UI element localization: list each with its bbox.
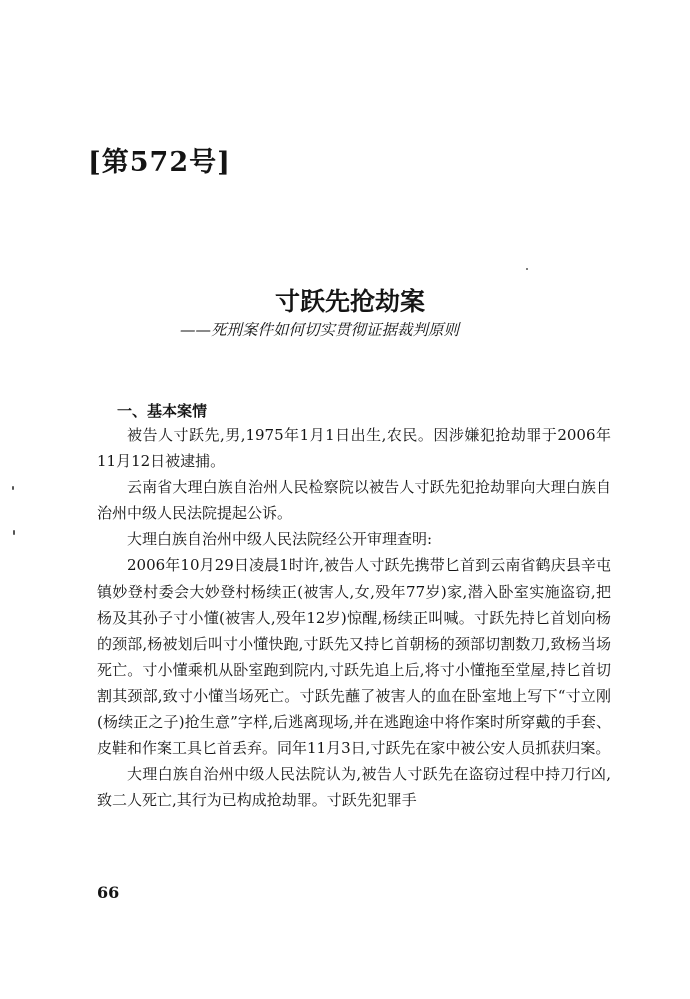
- scan-speck: [12, 486, 14, 490]
- paragraph: 2006年10月29日凌晨1时许,被告人寸跃先携带匕首到云南省鹤庆县辛屯镇妙登村委会大妙登村杨续正(被害人,女,殁年77岁)家,潜入卧室实施盗窃,把杨及其孙子寸小懂(被害人,殁年12岁)惊醒,杨续正叫喊。寸跃先持匕首划向杨的颈部,杨被划后叫寸小懂快跑,寸跃先又持匕首朝杨的颈部切割数刀,致杨当场死亡。寸小懂乘机从卧室跑到院内,寸跃先追上后,将寸小懂拖至堂屋,持匕首切割其颈部,致寸小懂当场死亡。寸跃先蘸了被害人的血在卧室地上写下“寸立刚(杨续正之子)抢生意”字样,后逃离现场,并在逃跑途中将作案时所穿戴的手套、皮鞋和作案工具匕首丢弃。同年11月3日,寸跃先在家中被公安人员抓获归案。: [97, 556, 611, 758]
- paragraph: 大理白族自治州中级人民法院经公开审理查明:: [127, 530, 433, 549]
- paragraph: 被告人寸跃先,男,1975年1月1日出生,农民。因涉嫌犯抢劫罪于2006年11月12日被逮捕。: [97, 426, 611, 471]
- paragraph: 大理白族自治州中级人民法院认为,被告人寸跃先在盗窃过程中持刀行凶,致二人死亡,其行为已构成抢劫罪。寸跃先犯罪手: [97, 765, 611, 810]
- article-title: 寸跃先抢劫案: [274, 287, 425, 316]
- scan-speck: [13, 530, 15, 535]
- section-heading: 一、基本案情: [117, 402, 208, 420]
- scan-speck: [526, 268, 528, 270]
- article-body: [97, 400, 611, 813]
- paragraph: 云南省大理白族自治州人民检察院以被告人寸跃先犯抢劫罪向大理白族自治州中级人民法院提起公诉。: [97, 478, 611, 523]
- case-number: [第572号]: [88, 147, 231, 178]
- page-number: 66: [97, 883, 120, 902]
- article-subtitle: ——死刑案件如何切实贯彻证据裁判原则: [180, 321, 460, 339]
